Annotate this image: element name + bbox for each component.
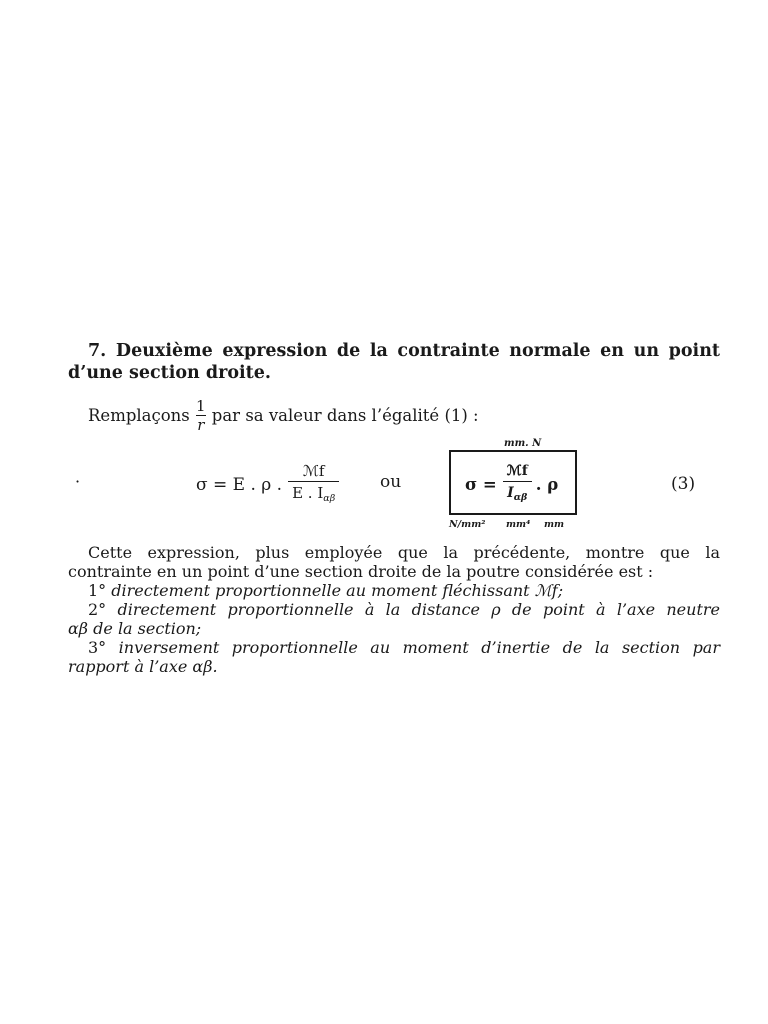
equation-left — [196, 462, 339, 508]
boxed-equation-denominator-main: I — [507, 485, 514, 501]
list-item-text: directement proportionnelle au moment fléchissant ℳf; — [111, 581, 564, 600]
boxed-equation-denominator-sub: αβ — [513, 492, 528, 503]
conclusion-paragraph — [68, 543, 720, 676]
unit-bottom-stress: N/mm² — [449, 519, 486, 530]
list-item — [68, 638, 720, 657]
list-item-text: inversement proportionnelle au moment d’inertie de la section par — [118, 638, 720, 657]
equation-left-numerator: ℳf — [302, 462, 325, 480]
boxed-equation-rhs: . ρ — [535, 475, 559, 494]
replace-text-before: Remplaçons — [88, 406, 190, 425]
equation-left-denominator — [288, 484, 339, 508]
or-word: ou — [380, 472, 402, 492]
paragraph-line: Cette expression, plus employée que la précédente, montre que la — [88, 543, 720, 562]
list-item-number: 1° — [88, 581, 107, 600]
paragraph-line: contrainte en un point d’une section droite de la poutre considérée est : — [68, 562, 654, 581]
equation-left-denominator-sub: αβ — [323, 493, 336, 504]
inline-fraction — [196, 398, 206, 433]
section-number: 7. — [88, 341, 107, 361]
boxed-equation-numerator: ℳf — [506, 463, 528, 479]
boxed-equation-fraction-bar — [503, 481, 532, 482]
boxed-equation — [449, 450, 577, 515]
replace-text-after: par sa valeur dans l’égalité (1) : — [211, 406, 479, 425]
equation-left-fraction — [288, 462, 339, 508]
list-item-continuation — [68, 657, 720, 676]
inline-fraction-denominator: r — [197, 416, 205, 434]
list-item — [68, 600, 720, 619]
equation-left-lhs: σ = E . ρ . — [196, 475, 283, 495]
inline-fraction-numerator: 1 — [196, 397, 206, 415]
boxed-equation-lhs: σ = — [465, 475, 497, 494]
unit-bottom-inertia: mm⁴ — [506, 519, 531, 530]
list-item — [68, 581, 720, 600]
equation-left-denominator-main: E . I — [292, 484, 324, 502]
list-item-text: αβ de la section; — [68, 619, 202, 638]
list-item-number: 3° — [88, 638, 107, 657]
section-title: Deuxième expression de la contrainte normale en un point d’une section droite. — [68, 341, 721, 383]
margin-dot: · — [75, 472, 81, 491]
section-heading — [68, 340, 720, 384]
unit-bottom-distance: mm — [544, 519, 565, 530]
list-item-number: 2° — [88, 600, 107, 619]
boxed-equation-denominator — [503, 484, 531, 507]
unit-annotation-top: mm. N — [504, 438, 542, 449]
list-item-text: directement proportionnelle à la distance ρ de point à l’axe neutre — [117, 600, 720, 619]
boxed-equation-fraction — [503, 462, 532, 507]
list-item-continuation — [68, 619, 720, 638]
replace-sentence — [88, 398, 479, 433]
equation-number: (3) — [671, 474, 696, 494]
equation-left-fraction-bar — [288, 481, 339, 482]
list-item-text: rapport à l’axe αβ. — [68, 657, 218, 676]
boxed-equation-content — [465, 462, 558, 507]
